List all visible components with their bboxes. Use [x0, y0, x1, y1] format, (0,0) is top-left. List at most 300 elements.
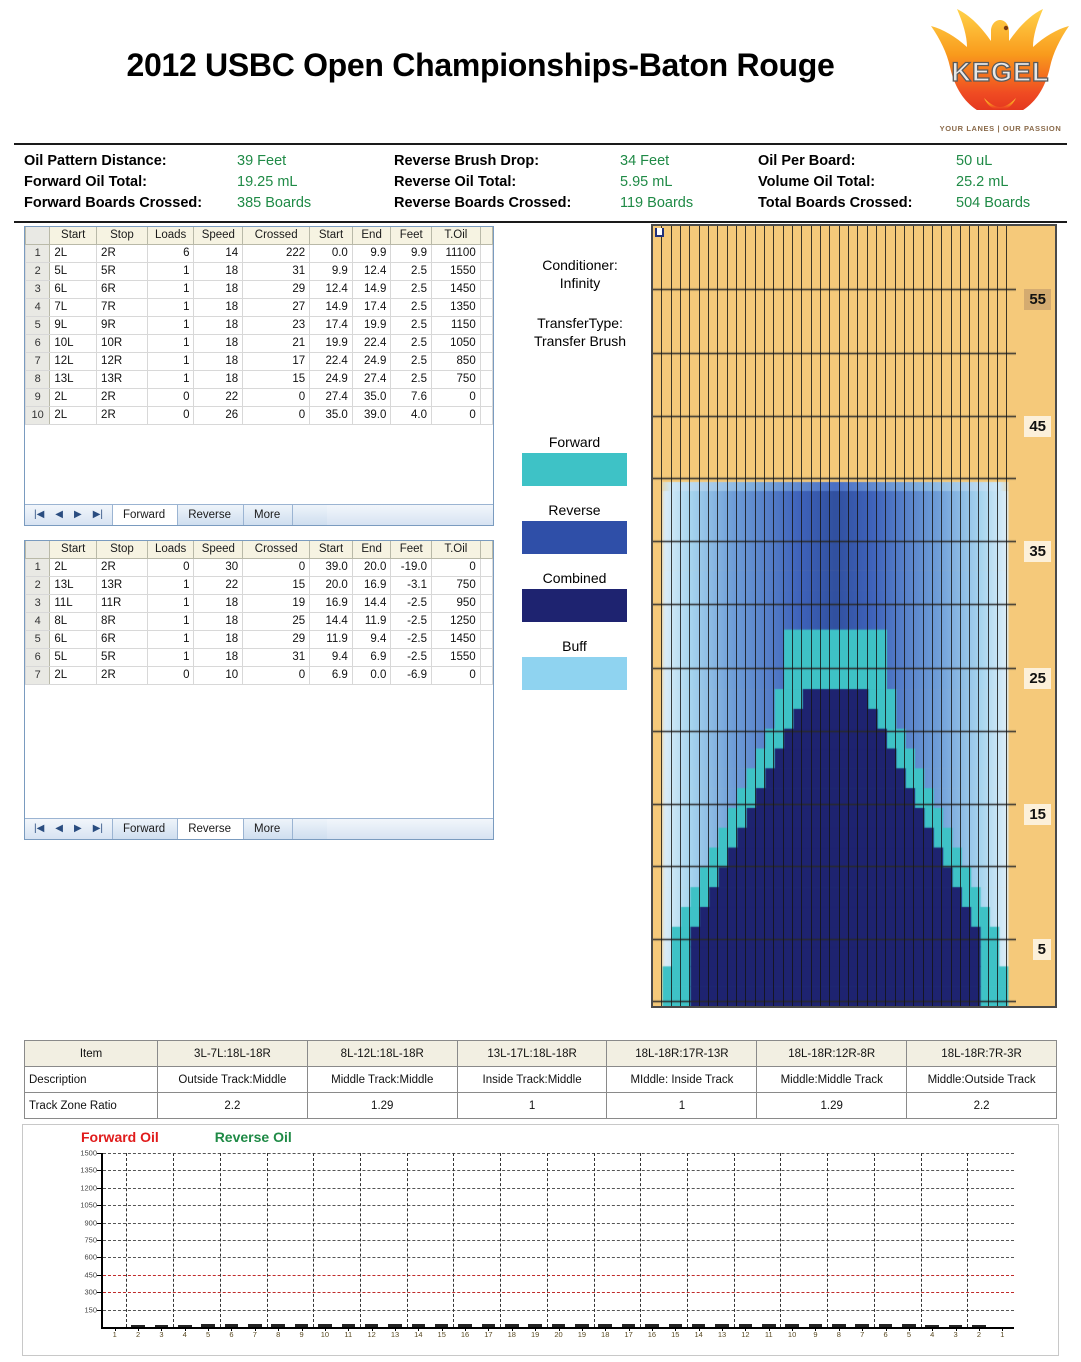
chart-ytick: [97, 1310, 103, 1311]
navbar-tail: [293, 505, 327, 525]
track-zone-cell: 3L-7L:18L-18R: [158, 1041, 308, 1067]
chart-xtick-label: 1: [112, 1330, 117, 1339]
track-zone-cell: 1.29: [307, 1093, 457, 1119]
cell-start2: 9.4: [310, 648, 353, 666]
rn: 4: [26, 298, 50, 316]
row-selector-header[interactable]: [26, 541, 50, 558]
summary-label: Reverse Boards Crossed:: [394, 195, 572, 211]
lane-board: [868, 226, 877, 1006]
row-selector-header[interactable]: [26, 227, 50, 244]
cell-stop: 2R: [97, 558, 148, 576]
cell-end: 14.4: [352, 594, 391, 612]
next-record-icon[interactable]: ▶: [74, 823, 82, 834]
chart-xtick: [161, 1327, 162, 1331]
lane-board: [877, 226, 886, 1006]
rn: 3: [26, 594, 50, 612]
oil-distribution-chart: [22, 1124, 1059, 1356]
cell-start2: 24.9: [310, 370, 353, 388]
chart-xtick-label: 17: [484, 1330, 493, 1339]
forward-loads-table: [25, 227, 493, 425]
chart-ytick: [97, 1292, 103, 1293]
cell-toil: 1450: [432, 630, 481, 648]
rn: 1: [26, 244, 50, 262]
table-row[interactable]: [26, 370, 493, 388]
legend-item-buff: [512, 638, 637, 690]
col-stop[interactable]: Stop: [97, 227, 148, 244]
lane-board: [700, 226, 709, 1006]
cell-crossed: 29: [243, 280, 310, 298]
cell-start2: 35.0: [310, 406, 353, 424]
col-start[interactable]: Start: [50, 541, 97, 558]
rn: 7: [26, 666, 50, 684]
summary-label: Reverse Oil Total:: [394, 174, 517, 190]
track-zone-cell: 18L-18R:12R-8R: [757, 1041, 907, 1067]
tab-forward[interactable]: Forward: [113, 505, 178, 525]
summary-value: 504 Boards: [956, 195, 1031, 211]
cell-start2: 22.4: [310, 352, 353, 370]
chart-gridline-x: [453, 1153, 454, 1327]
lane-board: [802, 226, 811, 1006]
chart-xtick: [699, 1327, 700, 1331]
col-loads[interactable]: Loads: [147, 541, 194, 558]
chart-gridline-y: [103, 1292, 1014, 1293]
track-zone-row-label: Description: [25, 1067, 158, 1093]
cell-toil: 750: [432, 576, 481, 594]
summary-value: 50 uL: [956, 153, 993, 169]
cell-crossed: 0: [243, 388, 310, 406]
page-title: 2012 USBC Open Championships-Baton Rouge: [126, 47, 835, 83]
cell-start: 13L: [50, 370, 97, 388]
track-zone-cell: Middle:Middle Track: [757, 1067, 907, 1093]
chart-xtick-label: 19: [530, 1330, 540, 1339]
chart-xtick-label: 13: [717, 1330, 727, 1339]
cell-pad: [480, 280, 492, 298]
cell-speed: 18: [194, 298, 243, 316]
cell-stop: 6R: [97, 280, 148, 298]
cell-feet: 2.5: [391, 352, 432, 370]
last-record-icon[interactable]: ▶|: [92, 823, 103, 834]
chart-gridline-x: [921, 1153, 922, 1327]
rn: 1: [26, 558, 50, 576]
table-header-row: [26, 541, 493, 558]
chart-xtick: [348, 1327, 349, 1331]
cell-toil: 850: [432, 352, 481, 370]
table-row[interactable]: [26, 316, 493, 334]
col-speed[interactable]: Speed: [194, 227, 243, 244]
rn: 8: [26, 370, 50, 388]
reverse-loads-table: [25, 541, 493, 685]
lane-board: [896, 226, 905, 1006]
cell-start: 5L: [50, 648, 97, 666]
chart-xtick: [792, 1327, 793, 1331]
chart-ytick: [97, 1153, 103, 1154]
chart-legend: [81, 1129, 292, 1145]
chart-xtick: [979, 1327, 980, 1331]
kegel-logo: [928, 2, 1073, 140]
chart-xtick-label: 6: [883, 1330, 888, 1339]
chart-ytick-label: 1350: [80, 1165, 97, 1175]
table-row[interactable]: [26, 576, 493, 594]
track-zone-row: [25, 1041, 1057, 1067]
cell-feet: -19.0: [391, 558, 432, 576]
chart-xtick-label: 19: [577, 1330, 587, 1339]
cell-feet: 9.9: [391, 244, 432, 262]
lane-board: [821, 226, 830, 1006]
table-row[interactable]: [26, 648, 493, 666]
track-zone-table: [24, 1040, 1057, 1119]
lane-board: [672, 226, 681, 1006]
summary-row: [24, 172, 1061, 193]
page-header: [0, 0, 1081, 143]
col-end[interactable]: End: [352, 541, 391, 558]
track-zone-cell: Outside Track:Middle: [158, 1067, 308, 1093]
cell-start: 10L: [50, 334, 97, 352]
cell-crossed: 15: [243, 576, 310, 594]
table-row[interactable]: [26, 244, 493, 262]
cell-end: 24.9: [352, 352, 391, 370]
summary-value: 119 Boards: [620, 195, 694, 211]
cell-loads: 0: [147, 388, 194, 406]
chart-ytick: [97, 1170, 103, 1171]
col-end[interactable]: End: [352, 227, 391, 244]
cell-speed: 18: [194, 594, 243, 612]
cell-end: 39.0: [352, 406, 391, 424]
cell-pad: [480, 406, 492, 424]
tab-forward[interactable]: Forward: [113, 819, 178, 839]
lane-board: [812, 226, 821, 1006]
lane-board: [924, 226, 933, 1006]
chart-xtick-label: 7: [860, 1330, 865, 1339]
chart-xtick-label: 2: [976, 1330, 982, 1339]
cell-pad: [480, 576, 492, 594]
cell-end: 17.4: [352, 298, 391, 316]
lane-board: [840, 226, 849, 1006]
cell-start2: 14.9: [310, 298, 353, 316]
lane-board: [756, 226, 765, 1006]
table-row[interactable]: [26, 594, 493, 612]
cell-start: 6L: [50, 630, 97, 648]
cell-loads: 1: [147, 316, 194, 334]
cell-start: 2L: [50, 406, 97, 424]
cell-end: 12.4: [352, 262, 391, 280]
table-row[interactable]: [26, 558, 493, 576]
cell-toil: 750: [432, 370, 481, 388]
cell-stop: 7R: [97, 298, 148, 316]
cell-feet: -2.5: [391, 612, 432, 630]
legend-swatch: [522, 589, 627, 622]
main-content: [0, 226, 1081, 1016]
chart-xtick-label: 5: [906, 1330, 911, 1339]
lane-distance-scale: [1016, 226, 1055, 1006]
chart-gridline-x: [220, 1153, 221, 1327]
table-row[interactable]: [26, 630, 493, 648]
cell-crossed: 15: [243, 370, 310, 388]
cell-start2: 17.4: [310, 316, 353, 334]
cell-speed: 22: [194, 388, 243, 406]
cell-crossed: 0: [243, 558, 310, 576]
chart-xtick: [722, 1327, 723, 1331]
conditioner-value: Infinity: [559, 275, 601, 291]
summary-value: 39 Feet: [237, 153, 287, 169]
cell-feet: 2.5: [391, 316, 432, 334]
cell-start: 13L: [50, 576, 97, 594]
cell-pad: [480, 316, 492, 334]
cell-start2: 14.4: [310, 612, 353, 630]
chart-xtick: [138, 1327, 139, 1331]
chart-xtick-label: 20: [554, 1330, 563, 1339]
first-record-icon[interactable]: |◀: [34, 509, 45, 520]
cell-loads: 0: [147, 406, 194, 424]
chart-xtick-label: 5: [206, 1330, 211, 1339]
cell-pad: [480, 666, 492, 684]
prev-record-icon[interactable]: ◀: [55, 823, 63, 834]
cell-feet: -2.5: [391, 648, 432, 666]
cell-start2: 39.0: [310, 558, 353, 576]
col-start[interactable]: Start: [50, 227, 97, 244]
cell-loads: 1: [147, 576, 194, 594]
cell-feet: 2.5: [391, 280, 432, 298]
cell-speed: 18: [194, 352, 243, 370]
cell-speed: 18: [194, 262, 243, 280]
chart-xtick: [559, 1327, 560, 1331]
chart-gridline-x: [547, 1153, 548, 1327]
col-stop[interactable]: Stop: [97, 541, 148, 558]
chart-xtick-label: 6: [229, 1330, 234, 1339]
cell-crossed: 25: [243, 612, 310, 630]
chart-xtick: [465, 1327, 466, 1331]
chart-ytick-label: 1200: [80, 1183, 97, 1193]
chart-xtick-label: 17: [624, 1330, 633, 1339]
track-zone-cell: Middle:Outside Track: [907, 1067, 1057, 1093]
tab-more[interactable]: More: [244, 505, 293, 525]
track-zone-row-label: Track Zone Ratio: [25, 1093, 158, 1119]
cell-stop: 2R: [97, 388, 148, 406]
chart-gridline-x: [874, 1153, 875, 1327]
transfer-type-block: [505, 314, 655, 350]
cell-stop: 6R: [97, 630, 148, 648]
forward-record-navbar[interactable]: [25, 504, 493, 525]
cell-toil: 1550: [432, 262, 481, 280]
col-feet[interactable]: Feet: [391, 541, 432, 558]
cell-speed: 22: [194, 576, 243, 594]
chart-xtick: [231, 1327, 232, 1331]
summary-panel: [14, 145, 1067, 223]
lane-board: [784, 226, 793, 1006]
first-record-icon[interactable]: |◀: [34, 823, 45, 834]
lane-board: [961, 226, 970, 1006]
legend-swatch: [522, 453, 627, 486]
legend-reverse-oil: Reverse Oil: [214, 1129, 292, 1145]
cell-pad: [480, 630, 492, 648]
cell-crossed: 17: [243, 352, 310, 370]
chart-gridline-x: [734, 1153, 735, 1327]
col-feet[interactable]: Feet: [391, 227, 432, 244]
lane-board: [952, 226, 961, 1006]
col-crossed[interactable]: Crossed: [243, 541, 310, 558]
col-pad: [480, 227, 492, 244]
cell-stop: 13R: [97, 576, 148, 594]
table-row[interactable]: [26, 612, 493, 630]
table-row[interactable]: [26, 262, 493, 280]
chart-ytick: [97, 1240, 103, 1241]
chart-xtick-label: 8: [836, 1330, 841, 1339]
lane-board: [662, 226, 671, 1006]
chart-gridline-y: [103, 1170, 1014, 1171]
rn: 7: [26, 352, 50, 370]
cell-toil: 0: [432, 558, 481, 576]
cell-stop: 10R: [97, 334, 148, 352]
chart-ytick-label: 600: [84, 1252, 97, 1262]
chart-gridline-x: [500, 1153, 501, 1327]
cell-loads: 6: [147, 244, 194, 262]
cell-loads: 0: [147, 666, 194, 684]
prev-record-icon[interactable]: ◀: [55, 509, 63, 520]
cell-stop: 12R: [97, 352, 148, 370]
reverse-record-navbar[interactable]: [25, 818, 493, 839]
lane-board: [690, 226, 699, 1006]
lane-board: [830, 226, 839, 1006]
chart-xtick-label: 18: [601, 1330, 610, 1339]
chart-xtick-label: 1: [1000, 1330, 1005, 1339]
chart-xtick: [745, 1327, 746, 1331]
cell-toil: 0: [432, 388, 481, 406]
cell-end: 14.9: [352, 280, 391, 298]
col-start2[interactable]: Start: [310, 541, 353, 558]
track-zone-cell: 1: [457, 1093, 607, 1119]
cell-loads: 1: [147, 648, 194, 666]
cell-pad: [480, 298, 492, 316]
chart-xtick: [932, 1327, 933, 1331]
summary-value: 25.2 mL: [956, 174, 1009, 190]
chart-xtick-label: 12: [741, 1330, 750, 1339]
chart-xtick: [909, 1327, 910, 1331]
chart-xtick-label: 16: [647, 1330, 657, 1339]
cell-start2: 19.9: [310, 334, 353, 352]
cell-loads: 1: [147, 334, 194, 352]
cell-start: 6L: [50, 280, 97, 298]
col-crossed[interactable]: Crossed: [243, 227, 310, 244]
chart-xtick: [675, 1327, 676, 1331]
table-row[interactable]: [26, 298, 493, 316]
chart-xtick: [302, 1327, 303, 1331]
cell-speed: 26: [194, 406, 243, 424]
cell-loads: 1: [147, 352, 194, 370]
cell-crossed: 31: [243, 648, 310, 666]
table-row[interactable]: [26, 280, 493, 298]
chart-gridline-y: [103, 1310, 1014, 1311]
cell-toil: 1150: [432, 316, 481, 334]
table-header-row: [26, 227, 493, 244]
chart-ytick: [97, 1223, 103, 1224]
cell-pad: [480, 352, 492, 370]
last-record-icon[interactable]: ▶|: [92, 509, 103, 520]
chart-xtick-label: 15: [437, 1330, 446, 1339]
col-loads[interactable]: Loads: [147, 227, 194, 244]
table-row[interactable]: [26, 406, 493, 424]
chart-xtick-label: 16: [460, 1330, 470, 1339]
lane-board: [849, 226, 858, 1006]
cell-crossed: 27: [243, 298, 310, 316]
chart-xtick: [862, 1327, 863, 1331]
rn: 10: [26, 406, 50, 424]
summary-label: Volume Oil Total:: [758, 174, 876, 190]
chart-xtick: [535, 1327, 536, 1331]
chart-xtick: [208, 1327, 209, 1331]
lane-board: [979, 226, 988, 1006]
tab-reverse[interactable]: Reverse: [178, 505, 244, 525]
tab-reverse[interactable]: Reverse: [178, 819, 244, 839]
legend-label: Combined: [542, 570, 607, 586]
logo-wordmark: KEGEL: [951, 57, 1050, 87]
tab-more[interactable]: More: [244, 819, 293, 839]
summary-label: Forward Boards Crossed:: [24, 195, 203, 211]
lane-board-lines: [653, 226, 1017, 1006]
table-row[interactable]: [26, 666, 493, 684]
lane-board: [886, 226, 895, 1006]
lane-board: [933, 226, 942, 1006]
lane-board: [942, 226, 951, 1006]
chart-xtick: [886, 1327, 887, 1331]
cell-stop: 11R: [97, 594, 148, 612]
track-zone-cell: 13L-17L:18L-18R: [457, 1041, 607, 1067]
lane-board: [858, 226, 867, 1006]
chart-ytick-label: 300: [84, 1287, 97, 1297]
table-row[interactable]: [26, 388, 493, 406]
cell-stop: 8R: [97, 612, 148, 630]
cell-loads: 1: [147, 630, 194, 648]
cell-loads: 1: [147, 298, 194, 316]
cell-end: 27.4: [352, 370, 391, 388]
chart-ytick-label: 450: [84, 1270, 97, 1280]
cell-start: 2L: [50, 244, 97, 262]
chart-xtick: [769, 1327, 770, 1331]
legend-label: Forward: [548, 434, 601, 450]
chart-ytick: [97, 1205, 103, 1206]
cell-start2: 0.0: [310, 244, 353, 262]
col-speed[interactable]: Speed: [194, 541, 243, 558]
cell-feet: 4.0: [391, 406, 432, 424]
lane-board: [709, 226, 718, 1006]
legend-swatch: [522, 657, 627, 690]
col-toil[interactable]: T.Oil: [432, 541, 481, 558]
lane-board: [970, 226, 979, 1006]
col-start2[interactable]: Start: [310, 227, 353, 244]
cell-toil: 0: [432, 666, 481, 684]
chart-xtick: [652, 1327, 653, 1331]
table-row[interactable]: [26, 352, 493, 370]
cell-pad: [480, 244, 492, 262]
next-record-icon[interactable]: ▶: [74, 509, 82, 520]
cell-start: 12L: [50, 352, 97, 370]
track-zone-row: [25, 1093, 1057, 1119]
cell-start: 8L: [50, 612, 97, 630]
cell-start: 5L: [50, 262, 97, 280]
col-toil[interactable]: T.Oil: [432, 227, 481, 244]
rn: 4: [26, 612, 50, 630]
chart-ytick-label: 1500: [80, 1148, 97, 1158]
lane-board: [737, 226, 746, 1006]
cell-stop: 2R: [97, 244, 148, 262]
conditioner-label: Conditioner:: [542, 257, 618, 273]
cell-stop: 13R: [97, 370, 148, 388]
chart-xtick-label: 9: [299, 1330, 304, 1339]
lane-board: [905, 226, 914, 1006]
cell-start: 7L: [50, 298, 97, 316]
lane-board: [653, 226, 662, 1006]
cell-crossed: 29: [243, 630, 310, 648]
table-row[interactable]: [26, 334, 493, 352]
chart-gridline-x: [967, 1153, 968, 1327]
